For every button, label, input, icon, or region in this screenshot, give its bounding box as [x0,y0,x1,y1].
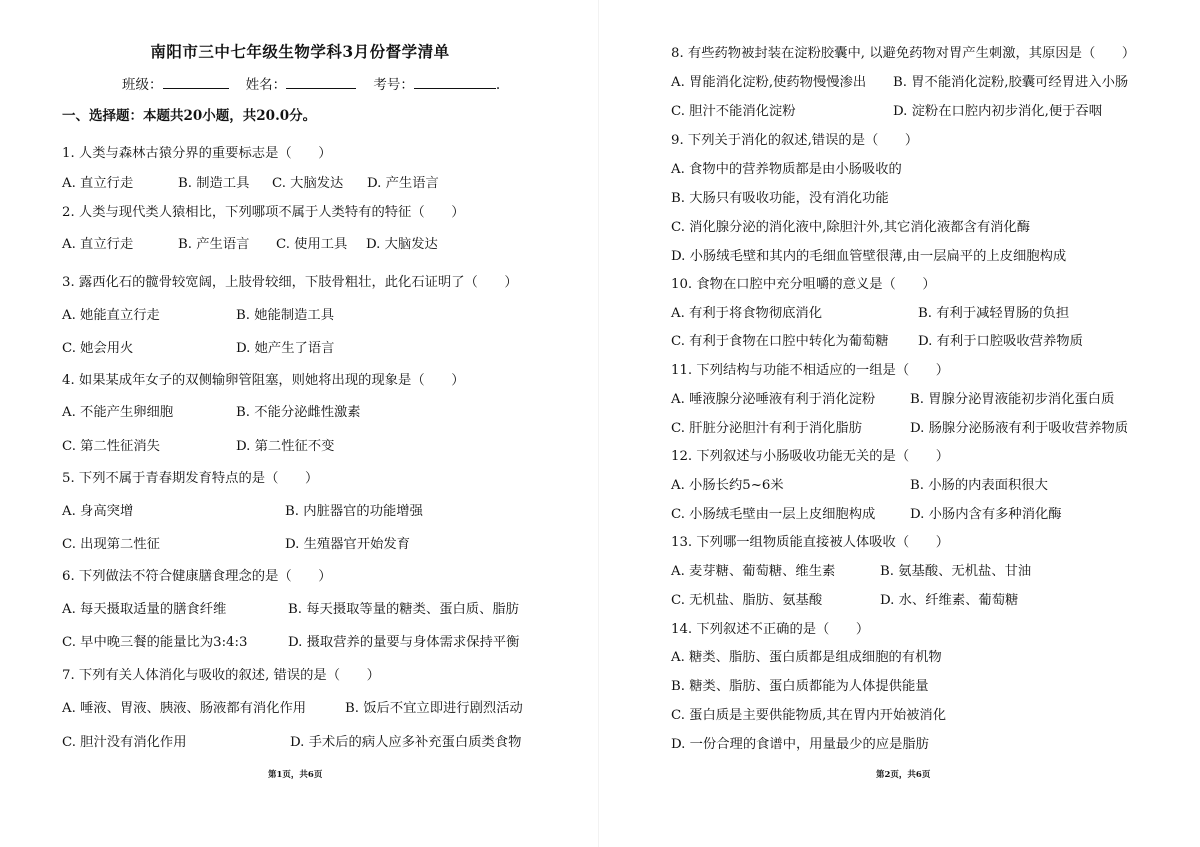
option-b[interactable]: B. 饭后不宜立即进行剧烈活动 [345,701,523,716]
question-stem: 13. 下列哪一组物质能直接被人体吸收（ ） [671,535,950,550]
section-heading: 一、选择题：本题共20小题，共20.0分。 [62,108,317,124]
option-d[interactable]: D. 大脑发达 [366,237,438,252]
option-d[interactable]: D. 小肠绒毛壁和其内的毛细血管壁很薄,由一层扁平的上皮细胞构成 [671,249,1067,264]
option-d[interactable]: D. 小肠内含有多种消化酶 [910,507,1062,522]
option-d[interactable]: D. 摄取营养的量要与身体需求保持平衡 [288,635,520,650]
option-a[interactable]: A. 唾液、胃液、胰液、肠液都有消化作用 [62,701,307,716]
option-d[interactable]: D. 肠腺分泌肠液有利于吸收营养物质 [910,421,1129,436]
option-c[interactable]: C. 蛋白质是主要供能物质,其在胃内开始被消化 [671,708,947,723]
class-blank[interactable] [163,76,229,89]
option-a[interactable]: A. 小肠长约5~6米 [671,478,784,493]
option-d[interactable]: D. 生殖器官开始发育 [285,537,411,552]
option-c[interactable]: C. 使用工具 [276,237,348,252]
question-stem: 4. 如果某成年女子的双侧输卵管阻塞，则她将出现的现象是（ ） [62,373,465,388]
question-stem: 6. 下列做法不符合健康膳食理念的是（ ） [62,569,332,584]
option-b[interactable]: B. 产生语言 [178,237,250,252]
name-blank[interactable] [286,76,356,89]
option-a[interactable]: A. 有利于将食物彻底消化 [671,306,823,321]
option-b[interactable]: B. 氨基酸、无机盐、甘油 [880,564,1032,579]
question-stem: 2. 人类与现代类人猿相比，下列哪项不属于人类特有的特征（ ） [62,205,465,220]
option-d[interactable]: D. 淀粉在口腔内初步消化,便于吞咽 [893,104,1103,119]
option-a[interactable]: A. 每天摄取适量的膳食纤维 [62,602,227,617]
option-a[interactable]: A. 直立行走 [62,237,134,252]
page-footer: 第2页，共6页 [876,770,931,780]
option-b[interactable]: B. 小肠的内表面积很大 [910,478,1048,493]
option-c[interactable]: C. 她会用火 [62,341,134,356]
option-a[interactable]: A. 她能直立行走 [62,308,160,323]
option-a[interactable]: A. 糖类、脂肪、蛋白质都是组成细胞的有机物 [671,650,942,665]
option-b[interactable]: B. 大肠只有吸收功能，没有消化功能 [671,191,889,206]
option-a[interactable]: A. 直立行走 [62,176,134,191]
page-footer: 第1页，共6页 [268,770,323,780]
option-d[interactable]: D. 一份合理的食谱中，用量最少的应是脂肪 [671,737,929,752]
option-c[interactable]: C. 出现第二性征 [62,537,160,552]
number-label: 考号： [373,77,414,93]
question-stem: 1. 人类与森林古猿分界的重要标志是（ ） [62,146,332,161]
option-b[interactable]: B. 胃腺分泌胃液能初步消化蛋白质 [910,392,1115,407]
option-c[interactable]: C. 早中晚三餐的能量比为3:4:3 [62,635,248,650]
exam-page-2 [600,0,1200,847]
question-stem: 7. 下列有关人体消化与吸收的叙述, 错误的是（ ） [62,668,380,683]
option-b[interactable]: B. 她能制造工具 [236,308,335,323]
option-b[interactable]: B. 每天摄取等量的糖类、蛋白质、脂肪 [288,602,519,617]
option-b[interactable]: B. 内脏器官的功能增强 [285,504,423,519]
option-d[interactable]: D. 手术后的病人应多补充蛋白质类食物 [290,735,522,750]
option-d[interactable]: D. 第二性征不变 [236,439,335,454]
option-c[interactable]: C. 有利于食物在口腔中转化为葡萄糖 [671,334,889,349]
question-stem: 11. 下列结构与功能不相适应的一组是（ ） [671,363,950,378]
info-end-mark: . [495,77,501,93]
option-c[interactable]: C. 无机盐、脂肪、氨基酸 [671,593,823,608]
option-b[interactable]: B. 有利于减轻胃肠的负担 [918,306,1070,321]
option-d[interactable]: D. 有利于口腔吸收营养物质 [918,334,1083,349]
page-title: 南阳市三中七年级生物学科3月份督学清单 [150,42,450,61]
option-a[interactable]: A. 麦芽糖、葡萄糖、维生素 [671,564,836,579]
student-info-line [122,73,500,93]
question-stem: 9. 下列关于消化的叙述,错误的是（ ） [671,133,919,148]
option-b[interactable]: B. 制造工具 [178,176,250,191]
option-a[interactable]: A. 胃能消化淀粉,使药物慢慢渗出 [671,75,867,90]
question-stem: 14. 下列叙述不正确的是（ ） [671,622,870,637]
option-d[interactable]: D. 她产生了语言 [236,341,335,356]
option-c[interactable]: C. 胆汁没有消化作用 [62,735,187,750]
option-d[interactable]: D. 水、纤维素、葡萄糖 [880,593,1019,608]
class-label: 班级： [122,77,163,93]
option-a[interactable]: A. 食物中的营养物质都是由小肠吸收的 [671,162,902,177]
question-stem: 3. 露西化石的髋骨较宽阔，上肢骨较细，下肢骨粗壮，此化石证明了（ ） [62,275,518,290]
question-stem: 10. 食物在口腔中充分咀嚼的意义是（ ） [671,277,936,292]
option-b[interactable]: B. 不能分泌雌性激素 [236,405,361,420]
option-b[interactable]: B. 胃不能消化淀粉,胶囊可经胃进入小肠 [893,75,1129,90]
option-a[interactable]: A. 不能产生卵细胞 [62,405,174,420]
option-c[interactable]: C. 第二性征消失 [62,439,160,454]
option-a[interactable]: A. 唾液腺分泌唾液有利于消化淀粉 [671,392,876,407]
option-c[interactable]: C. 消化腺分泌的消化液中,除胆汁外,其它消化液都含有消化酶 [671,220,1031,235]
option-c[interactable]: C. 小肠绒毛壁由一层上皮细胞构成 [671,507,876,522]
name-label: 姓名： [245,77,287,93]
option-a[interactable]: A. 身高突增 [62,504,134,519]
option-d[interactable]: D. 产生语言 [367,176,439,191]
question-stem: 5. 下列不属于青春期发育特点的是（ ） [62,471,319,486]
question-stem: 8. 有些药物被封装在淀粉胶囊中, 以避免药物对胃产生刺激，其原因是（ ） [671,46,1136,61]
option-c[interactable]: C. 大脑发达 [272,176,344,191]
option-c[interactable]: C. 肝脏分泌胆汁有利于消化脂肪 [671,421,863,436]
option-b[interactable]: B. 糖类、脂肪、蛋白质都能为人体提供能量 [671,679,929,694]
option-c[interactable]: C. 胆汁不能消化淀粉 [671,104,796,119]
number-blank[interactable] [414,76,496,89]
question-stem: 12. 下列叙述与小肠吸收功能无关的是（ ） [671,449,950,464]
